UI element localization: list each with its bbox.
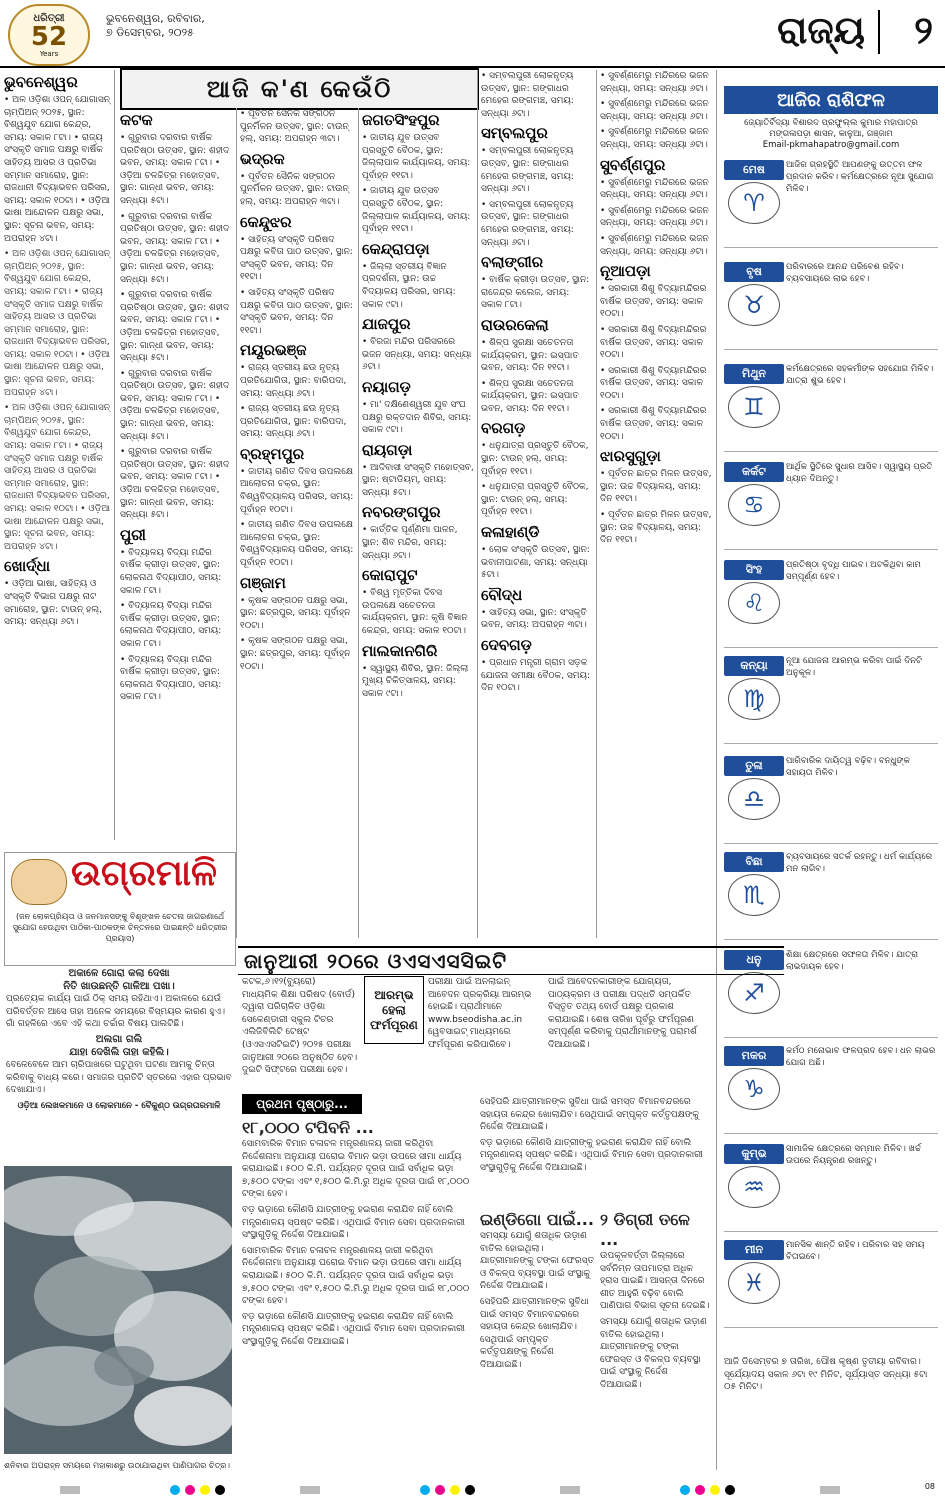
text-rayagada: • ଆଦିବାସୀ ସଂସ୍କୃତି ମହୋତ୍ସବ, ସ୍ଥାନ: ଷ୍ଟାଡିୟମ୍, ସମୟ: ସନ୍ଧ୍ୟା ୫ଟା।: [362, 462, 474, 498]
jan-col-1: [242, 976, 358, 1088]
heading-nayagarh: ନୟାଗଡ଼: [362, 377, 411, 396]
text-berhampur-2: • ଜାତୀୟ ଗଣିତ ଦିବସ ଉପଲକ୍ଷେ ଆଲୋଚନା ଚକ୍ର, ସ୍ଥାନ: ବିଶ୍ୱବିଦ୍ୟାଳୟ ପରିସର, ସମୟ: ପୂର୍ବାହ୍ନ ୧୦ଟା।: [240, 520, 354, 569]
page-number: ୨: [914, 8, 933, 52]
text-koraput: • ବିଶ୍ୱ ମୃତ୍ତିକା ଦିବସ ଉପଲକ୍ଷେ ସଚେତନତା କାର୍ଯ୍ୟକ୍ରମ, ସ୍ଥାନ: କୃଷି ବିଜ୍ଞାନ କେନ୍ଦ୍ର, ସମୟ: ସକାଳ ୧୦ଟା।: [362, 588, 468, 637]
sign-rule: [724, 939, 938, 940]
cyan-dot: [420, 1485, 430, 1495]
ugramali-subhead: ଅକାଳେ ଗୋରା କଲା ଦେଖା: [68, 968, 170, 979]
magenta-dot: [185, 1485, 195, 1495]
heading-khorda: ଖୋର୍ଦ୍ଧା: [4, 557, 51, 576]
jan-body-3: ପାଇଁ ଆବେଦନକାରୀଙ୍କ ଯୋଗ୍ୟତା, ପାଠ୍ୟକ୍ରମ ଓ ପରୀକ୍ଷା ପଦ୍ଧତି ସମ୍ପର୍କିତ ବିସ୍ତୃତ ତଥ୍ୟ ବୋର୍ଡ ପକ୍ଷରୁ ପ୍ରକାଶ କରାଯାଇଛି। ଶେଷ ତାରିଖ ପୂର୍ବରୁ ଫର୍ମପୂରଣ ସମ୍ପୂର୍ଣ୍ଣ କରିବାକୁ ପ୍ରାର୍ଥୀମାନଙ୍କୁ ପରାମର୍ଶ ଦିଆଯାଇଛି।: [548, 977, 697, 1050]
heading-jajpur: ଯାଜପୁର: [362, 315, 411, 334]
text-ganjam: • କୃଷକ ସଙ୍ଗଠନ ପକ୍ଷରୁ ସଭା, ସ୍ଥାନ: ଛତ୍ରପୁର, ସମୟ: ପୂର୍ବାହ୍ନ ୧୦ଟା।: [240, 595, 351, 631]
column-5: [481, 70, 593, 938]
sign-rule: [724, 843, 938, 844]
text-keonjhar: • ସାହିତ୍ୟ ସଂସ୍କୃତି ପରିଷଦ ପକ୍ଷରୁ କବିତା ପାଠ ଉତ୍ସବ, ସ୍ଥାନ: ସଂସ୍କୃତି ଭବନ, ସମୟ: ଦିନ ୧୧ଟା।: [240, 234, 353, 283]
prathama-text: ସୋମବାରିକ ବିମାନ ଚଳାଚଳ ମନ୍ତ୍ରଣାଳୟ ଜାରୀ କରିଥିବା ନିର୍ଦ୍ଦେଶନାମା ଅନୁଯାୟୀ ଘରୋଇ ବିମାନ ଭଡ଼ା ଉପରେ ସୀମା ଧାର୍ଯ୍ୟ କରାଯାଇଛି। ୫୦୦ କି.ମି. ପର୍ଯ୍ୟନ୍ତ ଦୂରତା ପାଇଁ ସର୍ବାଧିକ ଭଡ଼ା ୭,୫୦୦ ଟଙ୍କା ଏବଂ ୧,୫୦୦ କି.ମି.ରୁ ଅଧିକ ଦୂରତା ପାଇଁ ୧୮,୦୦୦ ଟଙ୍କା ହେବ।: [242, 1245, 470, 1307]
cancer-icon: ♋: [728, 484, 780, 526]
ugramali-credit: ଓଡ଼ିଆ ଲେଖକମାନେ ଓ ଲୋକମାନେ - ବୈକୁଣ୍ଠ ଉଗ୍ରତାରମାଳି: [17, 1100, 221, 1111]
sign-meena: [724, 1240, 938, 1328]
column-3: [240, 108, 355, 938]
heading-nabarangpur: ନବରଙ୍ଗପୁର: [362, 503, 441, 522]
text-jajpur: • ବିରଜା ମନ୍ଦିର ପରିସରରେ ଭଜନ ସନ୍ଧ୍ୟା, ସମୟ: ସନ୍ଧ୍ୟା ୬ଟା।: [362, 337, 472, 373]
text-subarnapur-2: • ସୁବର୍ଣ୍ଣମେରୁ ମନ୍ଦିରରେ ଭଜନ ସନ୍ଧ୍ୟା, ସମୟ: ସନ୍ଧ୍ୟା ୬ଟା।: [600, 205, 709, 229]
text-subarnapur: • ସୁବର୍ଣ୍ଣମେରୁ ମନ୍ଦିରରେ ଭଜନ ସନ୍ଧ୍ୟା, ସମୟ: ସନ୍ଧ୍ୟା ୬ଟା।: [600, 177, 709, 201]
prathama-text: ସମସ୍ୟା ଯୋଗୁଁ ଶତାଧିକ ଉଡ଼ାଣ ବାତିଲ ହୋଇଥିଲା। ଯାତ୍ରୀମାନଙ୍କୁ ଟଙ୍କା ଫେରସ୍ତ ଓ ବିକଳ୍ପ ବ୍ୟବସ୍ଥା ପାଇଁ ସଂସ୍ଥାକୁ ନିର୍ଦ୍ଦେଶ ଦିଆଯାଇଛି।: [480, 1231, 594, 1292]
sign-name: ମେଷ: [724, 160, 784, 180]
jan-body-1: ମାଧ୍ୟମିକ ଶିକ୍ଷା ପରିଷଦ (ବୋର୍ଡ) ଦ୍ୱାରା ପରିଚାଳିତ ଓଡ଼ିଶା ସେକେଣ୍ଡାରୀ ସ୍କୁଲ ଟିଚର ଏଲିଜିବିଲିଟି ଟେଷ୍ଟ (ଓଏସଏସଟିଇଟି) ୨୦୨୫ ପରୀକ୍ଷା ଜାନୁଆରୀ ୨୦ରେ ଅନୁଷ୍ଠିତ ହେବ। ଦୁଇଟି ସିଫ୍ଟରେ ପରୀକ୍ଷା ହେବ।: [242, 989, 358, 1076]
text-kalahandi: • ଲୋକ ସଂସ୍କୃତି ଉତ୍ସବ, ସ୍ଥାନ: ଭବାନୀପାଟଣା, ସମୟ: ସନ୍ଧ୍ୟା ୫ଟା।: [481, 545, 590, 581]
sign-text: ବ୍ୟବସାୟରେ ସତର୍କ ରହନ୍ତୁ। ଧର୍ମ କାର୍ଯ୍ୟରେ ମନ ଲାଗିବ।: [786, 852, 933, 874]
text-jharsuguda-2: • ପୂର୍ବତନ ଛାତ୍ର ମିଳନ ଉତ୍ସବ, ସ୍ଥାନ: ଉଚ୍ଚ ବିଦ୍ୟାଳୟ, ସମୟ: ଦିନ ୧୧ଟା।: [600, 510, 712, 546]
sign-name: କର୍କଟ: [724, 462, 784, 482]
heading-sambalpur: ସମ୍ବଲପୁର: [481, 124, 548, 143]
satellite-clouds: [4, 1166, 232, 1454]
text-nayagarh: • ମା' ଦକ୍ଷିଣେଶ୍ୱରୀ ଯୁବ ସଂଘ ପକ୍ଷରୁ ରକ୍ତଦାନ ଶିବିର, ସମୟ: ସକାଳ ୯ଟା।: [362, 399, 472, 436]
sign-kumbha: [724, 1144, 938, 1232]
text-bhubaneswar-2: • ଅଳ ଓଡ଼ିଶା ଓପନ୍ ଯୋଗାସନ୍ ଚାମ୍ପିଅନ୍ ୨୦୨୫, ସ୍ଥାନ: ବିଶ୍ୱଯୁବ ଯୋଗ କେନ୍ଦ୍ର, ସମୟ: ସକାଳ ୮ଟା। • ରାଜ୍ୟ ସଂସ୍କୃତି ସମାଜ ପକ୍ଷରୁ ବାର୍ଷିକ ସାହିତ୍ୟ ଆସର ଓ ପ୍ରତିଭା ସମ୍ମାନ ସମାରୋହ, ସ୍ଥାନ: ରାଜଧାନୀ ବିଦ୍ୟାଭବନ ପରିସର, ସମୟ: ସକାଳ ୧୦ଟା। • ଓଡ଼ିଆ ଭାଷା ଆନ୍ଦୋଳନ ପକ୍ଷରୁ ସଭା, ସ୍ଥାନ: ସୂଚନା ଭବନ, ସମୟ: ଅପରାହ୍ନ ୪ଟା।: [4, 249, 111, 398]
sign-rule: [724, 451, 938, 452]
sign-text: ଶିକ୍ଷା କ୍ଷେତ୍ରରେ ସଫଳତା ମିଳିବ। ଯାତ୍ରା ଲାଭଦାୟକ ହେବ।: [786, 950, 919, 972]
text-puri: • ବିଦ୍ୟାଳୟ ବିଦ୍ୟା ମନ୍ଦିର ବାର୍ଷିକ କ୍ରୀଡ଼ା ଉତ୍ସବ, ସ୍ଥାନ: ଲୋକନାଥ ବିଦ୍ୟାପୀଠ, ସମୟ: ସକାଳ ୮ଟା।: [120, 547, 222, 596]
cartoon-face-icon: [11, 859, 67, 905]
sign-rule: [724, 247, 938, 248]
masthead-logo: [8, 4, 90, 66]
sign-name: ସିଂହ: [724, 560, 784, 580]
sign-text: ସାମାଜିକ କ୍ଷେତ୍ରରେ ସମ୍ମାନ ମିଳିବ। ଖର୍ଚ୍ଚ ଉପରେ ନିୟନ୍ତ୍ରଣ ରଖନ୍ତୁ।: [786, 1144, 921, 1166]
prathama-text: ସେହିପରି ଯାତ୍ରୀମାନଙ୍କ ସୁବିଧା ପାଇଁ ସମସ୍ତ ବିମାନବନ୍ଦରରେ ସହାୟତା କେନ୍ଦ୍ର ଖୋଲାଯିବ। ସେଥିପାଇଁ ସମ୍ପୃକ୍ତ କର୍ତ୍ତୃପକ୍ଷଙ୍କୁ ନିର୍ଦ୍ଦେଶ ଦିଆଯାଇଛି।: [480, 1296, 589, 1370]
heading-rayagada: ରାୟଗଡ଼ା: [362, 440, 413, 459]
gray-swatch: [300, 1486, 320, 1494]
text-nuapada: • ସରକାରୀ ଶିଶୁ ବିଦ୍ୟାମନ୍ଦିରର ବାର୍ଷିକ ଉତ୍ସବ, ସମୟ: ସକାଳ ୧୦ଟା।: [600, 284, 707, 320]
text-nuapada-4: • ସରକାରୀ ଶିଶୁ ବିଦ୍ୟାମନ୍ଦିରର ବାର୍ଷିକ ଉତ୍ସବ, ସମୟ: ସକାଳ ୧୦ଟା।: [600, 406, 707, 442]
sign-name: ବିଛା: [724, 852, 784, 872]
magenta-dot: [435, 1485, 445, 1495]
prathama-col-2: [480, 1210, 596, 1468]
text-subarnapur-pre: • ସୁବର୍ଣ୍ଣମେରୁ ମନ୍ଦିରରେ ଭଜନ ସନ୍ଧ୍ୟା, ସମୟ: ସନ୍ଧ୍ୟା ୬ଟା।: [600, 71, 709, 94]
rashiphala-byline: [724, 118, 938, 151]
text-kendrapara: • ଜିଲ୍ଲା ସ୍ତରୀୟ ବିଜ୍ଞାନ ପ୍ରଦର୍ଶନୀ, ସ୍ଥାନ: ଉଚ୍ଚ ବିଦ୍ୟାଳୟ ପରିସର, ସମୟ: ସକାଳ ୯ଟା।: [362, 261, 456, 310]
heading-boudh: ବୌଦ୍ଧ: [481, 585, 523, 604]
text-nuapada-2: • ସରକାରୀ ଶିଶୁ ବିଦ୍ୟାମନ୍ଦିରର ବାର୍ଷିକ ଉତ୍ସବ, ସମୟ: ସକାଳ ୧୦ଟା।: [600, 324, 707, 361]
text-malkangiri: • ସ୍ୱାସ୍ଥ୍ୟ ଶିବିର, ସ୍ଥାନ: ଜିଲ୍ଲା ମୁଖ୍ୟ ଚିକିତ୍ସାଳୟ, ସମୟ: ସକାଳ ୯ଟା।: [362, 663, 469, 699]
prathama-col-1: [242, 1118, 474, 1468]
heading-cuttack: କଟକ: [120, 111, 153, 129]
sign-tula: [724, 756, 938, 844]
sign-karkata: [724, 462, 938, 550]
sign-name: ମକର: [724, 1046, 784, 1066]
sign-mesha: [724, 160, 938, 248]
sign-rule: [724, 1133, 938, 1134]
prathama-head-1: ୧୮,୦୦୦ ଟପିବନି ...: [242, 1118, 374, 1137]
ugramali-para: ବେଳେବେଳେ ଆମ ଚାରିପାଖରେ ଘଟୁଥିବା ଘଟଣା ଆମକୁ ଚିନ୍ତା କରିବାକୁ ବାଧ୍ୟ କରେ। ସମାଜର ପ୍ରତିଟି ସ୍ତରରେ ଏହାର ପ୍ରଭାବ ଦେଖାଯାଏ।: [6, 1060, 232, 1096]
cyan-dot: [680, 1485, 690, 1495]
taurus-icon: ♉: [728, 284, 780, 326]
prathama-text: ବଡ଼ ଭଡ଼ାରେ କୌଣସି ଯାତ୍ରୀଙ୍କୁ ହଇରାଣ କରାଯିବ ନାହିଁ ବୋଲି ମନ୍ତ୍ରଣାଳୟ ସ୍ପଷ୍ଟ କରିଛି। ଏଥିପାଇଁ ବିମାନ ସେବା ପ୍ରଦାନକାରୀ ସଂସ୍ଥାଗୁଡ଼ିକୁ ନିର୍ଦ୍ଦେଶ ଦିଆଯାଇଛି।: [242, 1311, 465, 1347]
dateline-2: ୭ ଡିସେମ୍ବର, ୨୦୨୫: [106, 26, 194, 39]
sign-name: ମିଥୁନ: [724, 364, 784, 384]
sign-text: କର୍ମକ୍ଷେତ୍ରରେ ସହକର୍ମୀଙ୍କ ସହଯୋଗ ମିଳିବ। ଯାତ୍ରା ଶୁଭ ହେବ।: [786, 364, 934, 386]
badge-line: ହେଲା: [382, 1002, 406, 1017]
prathama-label: ପ୍ରଥମ ପୃଷ୍ଠାରୁ...: [242, 1094, 362, 1114]
text-puri-3: • ବିଦ୍ୟାଳୟ ବିଦ୍ୟା ମନ୍ଦିର ବାର୍ଷିକ କ୍ରୀଡ଼ା ଉତ୍ସବ, ସ୍ଥାନ: ଲୋକନାଥ ବିଦ୍ୟାପୀଠ, ସମୟ: ସକାଳ ୮ଟା।: [120, 654, 222, 703]
jan-dateline: କଟକ,୬।୧୨(ବ୍ୟୁରୋ): [242, 977, 316, 987]
sign-mithuna: [724, 364, 938, 452]
sign-name: କନ୍ୟା: [724, 656, 784, 676]
astrologer-name: ଜ୍ୟୋତିର୍ବିଦ୍ୟା ବିଶାରଦ ପ୍ରଫୁଲ୍ଲ କୁମାର ମହାପାତ୍ର: [744, 118, 918, 128]
text-subarnapur-pre3: • ସୁବର୍ଣ୍ଣମେରୁ ମନ୍ଦିରରେ ଭଜନ ସନ୍ଧ୍ୟା, ସମୟ: ସନ୍ଧ୍ୟା ୬ଟା।: [600, 127, 709, 150]
heading-puri: ପୁରୀ: [120, 525, 146, 544]
satellite-image: [4, 1166, 232, 1454]
gray-swatch: [60, 1486, 80, 1494]
logo-number: 52: [30, 21, 68, 52]
text-ganjam-2: • କୃଷକ ସଙ୍ଗଠନ ପକ୍ଷରୁ ସଭା, ସ୍ଥାନ: ଛତ୍ରପୁର, ସମୟ: ପୂର୍ବାହ୍ନ ୧୦ଟା।: [240, 636, 351, 672]
prathama-text: ସେହିପରି ଯାତ୍ରୀମାନଙ୍କ ସୁବିଧା ପାଇଁ ସମସ୍ତ ବିମାନବନ୍ଦରରେ ସହାୟତା କେନ୍ଦ୍ର ଖୋଲାଯିବ। ସେଥିପାଇଁ ସମ୍ପୃକ୍ତ କର୍ତ୍ତୃପକ୍ଷଙ୍କୁ ନିର୍ଦ୍ଦେଶ ଦିଆଯାଇଛି।: [480, 1097, 699, 1133]
sign-rule: [724, 1037, 938, 1038]
prathama-col-3: [600, 1210, 712, 1468]
aquarius-icon: ♒: [728, 1166, 780, 1208]
text-puri-2: • ବିଦ୍ୟାଳୟ ବିଦ୍ୟା ମନ୍ଦିର ବାର୍ଷିକ କ୍ରୀଡ଼ା ଉତ୍ସବ, ସ୍ଥାନ: ଲୋକନାଥ ବିଦ୍ୟାପୀଠ, ସମୟ: ସକାଳ ୮ଟା।: [120, 601, 222, 649]
prathama-text: ବଡ଼ ଭଡ଼ାରେ କୌଣସି ଯାତ୍ରୀଙ୍କୁ ହଇରାଣ କରାଯିବ ନାହିଁ ବୋଲି ମନ୍ତ୍ରଣାଳୟ ସ୍ପଷ୍ଟ କରିଛି। ଏଥିପାଇଁ ବିମାନ ସେବା ପ୍ରଦାନକାରୀ ସଂସ୍ଥାଗୁଡ଼ିକୁ ନିର୍ଦ୍ଦେଶ ଦିଆଯାଇଛି।: [480, 1137, 703, 1173]
sign-text: ଆର୍ଥିକ ସ୍ଥିତିରେ ସୁଧାର ଆସିବ। ସ୍ୱାସ୍ଥ୍ୟ ପ୍ରତି ଧ୍ୟାନ ଦିଅନ୍ତୁ।: [786, 462, 933, 484]
heading-mayurbhanj: ମୟୂରଭଞ୍ଜ: [240, 341, 307, 360]
text-rourkela-2: • ଶିଳ୍ପ ସୁରକ୍ଷା ସଚେତନତା କାର୍ଯ୍ୟକ୍ରମ, ସ୍ଥାନ: ଇସ୍ପାତ ଭବନ, ସମୟ: ଦିନ ୧୧ଟା।: [481, 378, 579, 414]
sign-rule: [724, 349, 938, 350]
sign-text: ପାରିବାରିକ ଦାୟିତ୍ୱ ବଢ଼ିବ। ବନ୍ଧୁଙ୍କ ସହାୟତା ମିଳିବ।: [786, 756, 910, 778]
heading-malkangiri: ମାଲକାନଗିରି: [362, 641, 438, 660]
scorpio-icon: ♏: [728, 874, 780, 916]
sign-text: କର୍ମଠ ମନୋଭାବ ଫଳପ୍ରଦ ହେବ। ଧନ ଲାଭର ଯୋଗ ଅଛି।: [786, 1046, 936, 1068]
text-cuttack-2: • ଗୁରୁବାର ଦରବାର ବାର୍ଷିକ ପ୍ରତିଷ୍ଠା ଉତ୍ସବ, ସ୍ଥାନ: ଶହୀଦ ଭବନ, ସମୟ: ସକାଳ ୮ଟା। • ଓଡ଼ିଆ ଚଳଚ୍ଚିତ୍ର ମହୋତ୍ସବ, ସ୍ଥାନ: ଗାନ୍ଧୀ ଭବନ, ସମୟ: ସନ୍ଧ୍ୟା ୫ଟା।: [120, 211, 230, 285]
gray-swatch: [820, 1486, 840, 1494]
column-6: [600, 70, 712, 938]
dateline: [106, 12, 205, 40]
sign-text: ଆଜିର ଗ୍ରହସ୍ଥିତି ଆପଣଙ୍କୁ ଉତ୍ତମ ଫଳ ପ୍ରଦାନ କରିବ। କର୍ମକ୍ଷେତ୍ରରେ ନୂଆ ସୁଯୋଗ ମିଳିବ।: [786, 160, 934, 194]
text-mayurbhanj: • ରାଜ୍ୟ ସ୍ତରୀୟ ଛଉ ନୃତ୍ୟ ପ୍ରତିଯୋଗିତା, ସ୍ଥାନ: ବାରିପଦା, ସମୟ: ସନ୍ଧ୍ୟା ୬ଟା।: [240, 363, 347, 399]
sign-vrisha: [724, 262, 938, 350]
sign-text: ମାନସିକ ଶାନ୍ତି ରହିବ। ପରିବାର ସହ ସମୟ ବିତାଇବେ।: [786, 1240, 925, 1262]
sign-name: ବୃଷ: [724, 262, 784, 282]
column-4: [362, 108, 474, 938]
column-1: [4, 70, 112, 840]
text-nabarangpur: • କାର୍ତ୍ତିକ ପୂର୍ଣ୍ଣିମା ପାଳନ, ସ୍ଥାନ: ଶିବ ମନ୍ଦିର, ସମୟ: ସନ୍ଧ୍ୟା ୬ଟା।: [362, 525, 458, 561]
prathama-head-3: ୨ ଡିଗ୍ରୀ ତଳେ ...: [600, 1210, 690, 1249]
black-dot: [215, 1485, 225, 1495]
sign-kanya: [724, 656, 938, 744]
divider: [716, 70, 717, 1470]
divider: [596, 70, 597, 938]
heading-jagatsinghpur: ଜଗତସିଂହପୁର: [362, 111, 440, 129]
section-title: ରାଜ୍ୟ: [777, 8, 865, 52]
prathama-text: ସୋମବାରିକ ବିମାନ ଚଳାଚଳ ମନ୍ତ୍ରଣାଳୟ ଜାରୀ କରିଥିବା ନିର୍ଦ୍ଦେଶନାମା ଅନୁଯାୟୀ ଘରୋଇ ବିମାନ ଭଡ଼ା ଉପରେ ସୀମା ଧାର୍ଯ୍ୟ କରାଯାଇଛି। ୫୦୦ କି.ମି. ପର୍ଯ୍ୟନ୍ତ ଦୂରତା ପାଇଁ ସର୍ବାଧିକ ଭଡ଼ା ୭,୫୦୦ ଟଙ୍କା ଏବଂ ୧,୫୦୦ କି.ମି.ରୁ ଅଧିକ ଦୂରତା ପାଇଁ ୧୮,୦୦୦ ଟଙ୍କା ହେବ।: [242, 1139, 470, 1200]
ugramali-title: ଉଗ୍ରମାଳି: [71, 853, 218, 894]
text-cuttack-3: • ଗୁରୁବାର ଦରବାର ବାର୍ଷିକ ପ୍ରତିଷ୍ଠା ଉତ୍ସବ, ସ୍ଥାନ: ଶହୀଦ ଭବନ, ସମୟ: ସକାଳ ୮ଟା। • ଓଡ଼ିଆ ଚଳଚ୍ଚିତ୍ର ମହୋତ୍ସବ, ସ୍ଥାନ: ଗାନ୍ଧୀ ଭବନ, ସମୟ: ସନ୍ଧ୍ୟା ୫ଟା।: [120, 290, 230, 364]
ugramali-subtitle: (ଜନ ଲୋକପ୍ରିୟତା ଓ ଜନମାନସଙ୍କୁ ବିଶୃଙ୍ଖଳ ଚେତନା ଜାଗରଣାର୍ଥେ ସୁଯୋଗ ହେଉଥିବା ପାଠିକା-ପାଠକଙ୍କ ଚିନ୍ତନରେ ପାଇଛନ୍ତି ଧରିତ୍ରୀର ପ୍ରୟାସ): [12, 912, 228, 943]
heading-ganjam: ଗଞ୍ଜାମ: [240, 573, 286, 592]
text-boudh: • ସାହିତ୍ୟ ସଭା, ସ୍ଥାନ: ସଂସ୍କୃତି ଭବନ, ସମୟ: ଅପରାହ୍ନ ୩ଟା।: [481, 607, 587, 631]
events-banner: ଆଜି କ'ଣ କେଉଁଠି: [120, 68, 479, 110]
gray-swatch: [560, 1486, 580, 1494]
ugramali-subhead: ଅଲଗା ଗଲି: [95, 1033, 143, 1045]
sign-bichha: [724, 852, 938, 940]
text-bhadrak-pre: • ପୂର୍ବତନ ସୈନିକ ସଙ୍ଗଠନ ପୁନର୍ମିଳନ ଉତ୍ସବ, ସ୍ଥାନ: ଟାଉନ୍ ହଲ୍, ସମୟ: ଅପରାହ୍ନ ୩ଟା।: [240, 109, 349, 145]
prathama-text: ବଡ଼ ଭଡ଼ାରେ କୌଣସି ଯାତ୍ରୀଙ୍କୁ ହଇରାଣ କରାଯିବ ନାହିଁ ବୋଲି ମନ୍ତ୍ରଣାଳୟ ସ୍ପଷ୍ଟ କରିଛି। ଏଥିପାଇଁ ବିମାନ ସେବା ପ୍ରଦାନକାରୀ ସଂସ୍ଥାଗୁଡ଼ିକୁ ନିର୍ଦ୍ଦେଶ ଦିଆଯାଇଛି।: [242, 1204, 465, 1241]
prathama-text: ଉପକୂଳବର୍ତ୍ତୀ ଜିଲ୍ଲାରେ ସର୍ବନିମ୍ନ ତାପମାତ୍ରା ଅଧିକ ହ୍ରାସ ପାଇଛି। ଆସନ୍ତା ଦିନରେ ଶୀତ ଆହୁରି ବଢ଼ିବ ବୋଲି ପାଣିପାଗ ବିଭାଗ ସୂଚନା ଦେଇଛି।: [600, 1251, 710, 1312]
heading-balangir: ବଲାଙ୍ଗୀର: [481, 253, 544, 272]
page-code: 08: [924, 1482, 935, 1491]
text-nuapada-3: • ସରକାରୀ ଶିଶୁ ବିଦ୍ୟାମନ୍ଦିରର ବାର୍ଷିକ ଉତ୍ସବ, ସମୟ: ସକାଳ ୧୦ଟା।: [600, 365, 707, 401]
yellow-dot: [710, 1485, 720, 1495]
jan-badge: [364, 976, 424, 1044]
sign-name: ମୀନ: [724, 1240, 784, 1260]
heading-kalahandi: କଳାହାଣ୍ଡି: [481, 523, 540, 542]
sign-makara: [724, 1046, 938, 1134]
text-cuttack-4: • ଗୁରୁବାର ଦରବାର ବାର୍ଷିକ ପ୍ରତିଷ୍ଠା ଉତ୍ସବ, ସ୍ଥାନ: ଶହୀଦ ଭବନ, ସମୟ: ସକାଳ ୮ଟା। • ଓଡ଼ିଆ ଚଳଚ୍ଚିତ୍ର ମହୋତ୍ସବ, ସ୍ଥାନ: ଗାନ୍ଧୀ ଭବନ, ସମୟ: ସନ୍ଧ୍ୟା ୫ଟା।: [120, 368, 230, 442]
column-2: [120, 108, 232, 838]
yellow-dot: [200, 1485, 210, 1495]
text-jagatsinghpur-2: • ଜାତୀୟ ଯୁବ ଉତ୍ସବ ପ୍ରସ୍ତୁତି ବୈଠକ, ସ୍ଥାନ: ଜିଲ୍ଲାପାଳ କାର୍ଯ୍ୟାଳୟ, ସମୟ: ପୂର୍ବାହ୍ନ ୧୧ଟା।: [362, 186, 471, 235]
dateline-1: ଭୁବନେଶ୍ୱର, ରବିବାର,: [106, 12, 205, 25]
text-deogarh: • ପ୍ରଧାନ ମନ୍ତ୍ରୀ ଗ୍ରାମ ସଡ଼କ ଯୋଜନା ସମୀକ୍ଷା ବୈଠକ, ସମୟ: ଦିନ ୧୦ଟା।: [481, 658, 590, 694]
section-divider: [878, 10, 880, 54]
ugramali-subhead: ଯାହା ଦେଖିଲି ତାହା କହିଲି।: [69, 1046, 169, 1058]
leo-icon: ♌: [728, 582, 780, 624]
sign-rule: [724, 743, 938, 744]
text-berhampur: • ଜାତୀୟ ଗଣିତ ଦିବସ ଉପଲକ୍ଷେ ଆଲୋଚନା ଚକ୍ର, ସ୍ଥାନ: ବିଶ୍ୱବିଦ୍ୟାଳୟ ପରିସର, ସମୟ: ପୂର୍ବାହ୍ନ ୧୦ଟା।: [240, 466, 354, 515]
sign-rule: [724, 647, 938, 648]
sign-rule: [724, 549, 938, 550]
text-khorda: • ଓଡ଼ିଆ ଭାଷା, ସାହିତ୍ୟ ଓ ସଂସ୍କୃତି ବିଭାଗ ପକ୍ଷରୁ ନାଟ ସମାରୋହ, ସ୍ଥାନ: ଟାଉନ୍ ହଲ୍, ସମୟ: ସନ୍ଧ୍ୟା ୬ଟା।: [4, 579, 102, 628]
text-rourkela: • ଶିଳ୍ପ ସୁରକ୍ଷା ସଚେତନତା କାର୍ଯ୍ୟକ୍ରମ, ସ୍ଥାନ: ଇସ୍ପାତ ଭବନ, ସମୟ: ଦିନ ୧୧ଟା।: [481, 337, 579, 374]
heading-nuapada: ନୂଆପଡ଼ା: [600, 262, 651, 281]
ugramali-para: ପ୍ରତ୍ୟେକ କାର୍ଯ୍ୟ ପାଇଁ ଠିକ୍ ସମୟ ରହିଥାଏ। ଅକାଳରେ ଯେଉଁ ପରିବର୍ତ୍ତନ ଆସେ ତାହା ଅନେକ ସମୟରେ ବିସ୍ମୟର କାରଣ ହୁଏ। ଗାଁ ଗହଳିରେ ଏବେ ଏହି କଥା ଚର୍ଚ୍ଚାର ବିଷୟ ପାଲଟିଛି।: [6, 994, 226, 1030]
text-bargarh: • ଧନୁଯାତ୍ରା ପ୍ରସ୍ତୁତି ବୈଠକ, ସ୍ଥାନ: ଟାଉନ୍ ହଲ୍, ସମୟ: ପୂର୍ବାହ୍ନ ୧୧ଟା।: [481, 441, 589, 477]
text-bhubaneswar: • ଅଳ ଓଡ଼ିଶା ଓପନ୍ ଯୋଗାସନ୍ ଚାମ୍ପିଅନ୍ ୨୦୨୫, ସ୍ଥାନ: ବିଶ୍ୱଯୁବ ଯୋଗ କେନ୍ଦ୍ର, ସମୟ: ସକାଳ ୮ଟା। • ରାଜ୍ୟ ସଂସ୍କୃତି ସମାଜ ପକ୍ଷରୁ ବାର୍ଷିକ ସାହିତ୍ୟ ଆସର ଓ ପ୍ରତିଭା ସମ୍ମାନ ସମାରୋହ, ସ୍ଥାନ: ରାଜଧାନୀ ବିଦ୍ୟାଭବନ ପରିସର, ସମୟ: ସକାଳ ୧୦ଟା। • ଓଡ଼ିଆ ଭାଷା ଆନ୍ଦୋଳନ ପକ୍ଷରୁ ସଭା, ସ୍ଥାନ: ସୂଚନା ଭବନ, ସମୟ: ଅପରାହ୍ନ ୪ଟା।: [4, 95, 111, 244]
sign-text: ନୂଆ ଯୋଜନା ଆରମ୍ଭ କରିବା ପାଇଁ ଦିନଟି ଅନୁକୂଳ।: [786, 656, 922, 678]
yellow-dot: [450, 1485, 460, 1495]
prathama-col-2-top: [480, 1096, 712, 1206]
divider: [114, 70, 115, 840]
badge-line: ଫର୍ମପୂରଣ: [370, 1017, 418, 1032]
heading-keonjhar: କେନ୍ଦୁଝର: [240, 212, 292, 231]
text-bargarh-2: • ଧନୁଯାତ୍ରା ପ୍ରସ୍ତୁତି ବୈଠକ, ସ୍ଥାନ: ଟାଉନ୍ ହଲ୍, ସମୟ: ପୂର୍ବାହ୍ନ ୧୧ଟା।: [481, 482, 589, 518]
text-cuttack-5: • ଗୁରୁବାର ଦରବାର ବାର୍ଷିକ ପ୍ରତିଷ୍ଠା ଉତ୍ସବ, ସ୍ଥାନ: ଶହୀଦ ଭବନ, ସମୟ: ସକାଳ ୮ଟା। • ଓଡ଼ିଆ ଚଳଚ୍ଚିତ୍ର ମହୋତ୍ସବ, ସ୍ଥାନ: ଗାନ୍ଧୀ ଭବନ, ସମୟ: ସନ୍ଧ୍ୟା ୫ଟା।: [120, 447, 230, 521]
prathama-text: ସମସ୍ୟା ଯୋଗୁଁ ଶତାଧିକ ଉଡ଼ାଣ ବାତିଲ ହୋଇଥିଲା। ଯାତ୍ରୀମାନଙ୍କୁ ଟଙ୍କା ଫେରସ୍ତ ଓ ବିକଳ୍ପ ବ୍ୟବସ୍ଥା ପାଇଁ ସଂସ୍ଥାକୁ ନିର୍ଦ୍ଦେଶ ଦିଆଯାଇଛି।: [600, 1316, 707, 1390]
aries-icon: ♈: [728, 182, 780, 224]
libra-icon: ♎: [728, 778, 780, 820]
ugramali-body: [6, 968, 232, 1158]
heading-deogarh: ଦେବଗଡ଼: [481, 636, 532, 654]
pisces-icon: ♓: [728, 1262, 780, 1304]
text-sambalpur-pre: • ସମ୍ବଲପୁରୀ ଲୋକନୃତ୍ୟ ଉତ୍ସବ, ସ୍ଥାନ: ଗଙ୍ଗାଧର ମେହେର ରଙ୍ଗମଞ୍ଚ, ସମୟ: ସନ୍ଧ୍ୟା ୬ଟା।: [481, 71, 574, 119]
magenta-dot: [695, 1485, 705, 1495]
text-bhadrak: • ପୂର୍ବତନ ସୈନିକ ସଙ୍ଗଠନ ପୁନର୍ମିଳନ ଉତ୍ସବ, ସ୍ଥାନ: ଟାଉନ୍ ହଲ୍, ସମୟ: ଅପରାହ୍ନ ୩ଟା।: [240, 171, 349, 207]
heading-berhampur: ବ୍ରହ୍ମପୁର: [240, 444, 305, 463]
sign-name: ଧନୁ: [724, 950, 784, 970]
text-sambalpur: • ସମ୍ବଲପୁରୀ ଲୋକନୃତ୍ୟ ଉତ୍ସବ, ସ୍ଥାନ: ଗଙ୍ଗାଧର ମେହେର ରଙ୍ଗମଞ୍ଚ, ସମୟ: ସନ୍ଧ୍ୟା ୬ଟା।: [481, 146, 574, 195]
heading-jharsuguda: ଝାରସୁଗୁଡ଼ା: [600, 447, 661, 466]
divider: [236, 108, 237, 938]
text-jagatsinghpur: • ଜାତୀୟ ଯୁବ ଉତ୍ସବ ପ୍ରସ୍ତୁତି ବୈଠକ, ସ୍ଥାନ: ଜିଲ୍ଲାପାଳ କାର୍ଯ୍ୟାଳୟ, ସମୟ: ପୂର୍ବାହ୍ନ ୧୧ଟା।: [362, 133, 471, 181]
astrologer-email: Email-pkmahapatro@gmail.com: [762, 140, 900, 150]
text-subarnapur-pre2: • ସୁବର୍ଣ୍ଣମେରୁ ମନ୍ଦିରରେ ଭଜନ ସନ୍ଧ୍ୟା, ସମୟ: ସନ୍ଧ୍ୟା ୬ଟା।: [600, 99, 709, 122]
divider: [358, 108, 359, 938]
cyan-dot: [170, 1485, 180, 1495]
sign-name: ତୁଳା: [724, 756, 784, 776]
gemini-icon: ♊: [728, 386, 780, 428]
text-keonjhar-2: • ସାହିତ୍ୟ ସଂସ୍କୃତି ପରିଷଦ ପକ୍ଷରୁ କବିତା ପାଠ ଉତ୍ସବ, ସ୍ଥାନ: ସଂସ୍କୃତି ଭବନ, ସମୟ: ଦିନ ୧୧ଟା।: [240, 287, 353, 336]
ugramali-subhead: ନିତି ଖାଉଛନ୍ତି ଗାଳିଆ ପଖା।: [63, 980, 175, 992]
jan-body-2: ପରୀକ୍ଷା ପାଇଁ ଅନଲାଇନ୍ ଆବେଦନ ପ୍ରକ୍ରିୟା ଆରମ୍ଭ ହୋଇଛି। ପ୍ରାର୍ଥୀମାନେ www.bseodisha.ac.in ୱେବସାଇଟ୍ ମାଧ୍ୟମରେ ଫର୍ମପୂରଣ କରିପାରିବେ।: [428, 977, 532, 1050]
text-mayurbhanj-2: • ରାଜ୍ୟ ସ୍ତରୀୟ ଛଉ ନୃତ୍ୟ ପ୍ରତିଯୋଗିତା, ସ୍ଥାନ: ବାରିପଦା, ସମୟ: ସନ୍ଧ୍ୟା ୬ଟା।: [240, 404, 347, 440]
text-bhubaneswar-3: • ଅଳ ଓଡ଼ିଶା ଓପନ୍ ଯୋଗାସନ୍ ଚାମ୍ପିଅନ୍ ୨୦୨୫, ସ୍ଥାନ: ବିଶ୍ୱଯୁବ ଯୋଗ କେନ୍ଦ୍ର, ସମୟ: ସକାଳ ୮ଟା। • ରାଜ୍ୟ ସଂସ୍କୃତି ସମାଜ ପକ୍ଷରୁ ବାର୍ଷିକ ସାହିତ୍ୟ ଆସର ଓ ପ୍ରତିଭା ସମ୍ମାନ ସମାରୋହ, ସ୍ଥାନ: ରାଜଧାନୀ ବିଦ୍ୟାଭବନ ପରିସର, ସମୟ: ସକାଳ ୧୦ଟା। • ଓଡ଼ିଆ ଭାଷା ଆନ୍ଦୋଳନ ପକ୍ଷରୁ ସଭା, ସ୍ଥାନ: ସୂଚନା ଭବନ, ସମୟ: ଅପରାହ୍ନ ୪ଟା।: [4, 403, 111, 552]
text-subarnapur-3: • ସୁବର୍ଣ୍ଣମେରୁ ମନ୍ଦିରରେ ଭଜନ ସନ୍ଧ୍ୟା, ସମୟ: ସନ୍ଧ୍ୟା ୬ଟା।: [600, 233, 709, 257]
heading-rourkela: ରାଉରକେଲା: [481, 315, 549, 334]
logo-top: ଧରିତ୍ରୀ: [33, 12, 65, 24]
rashiphala-title: ଆଜିର ରାଶିଫଳ: [724, 86, 938, 114]
jan-col-3: [548, 976, 712, 1088]
sign-rule: [724, 1231, 938, 1232]
sign-text: ପରିବାରରେ ଆନନ୍ଦ ପରିବେଶ ରହିବ। ବ୍ୟବସାୟରେ ଲାଭ ହେବ।: [786, 262, 904, 284]
sign-name: କୁମ୍ଭ: [724, 1144, 784, 1164]
virgo-icon: ♍: [728, 678, 780, 720]
heading-bhubaneswar: ଭୁବନେଶ୍ୱର: [4, 73, 78, 91]
prathama-head-2: ଇଣ୍ଡିଗୋ ପାଇଁ...: [480, 1210, 594, 1229]
text-sambalpur-2: • ସମ୍ବଲପୁରୀ ଲୋକନୃତ୍ୟ ଉତ୍ସବ, ସ୍ଥାନ: ଗଙ୍ଗାଧର ମେହେର ରଙ୍ଗମଞ୍ଚ, ସମୟ: ସନ୍ଧ୍ୟା ୬ଟା।: [481, 199, 574, 248]
heading-bhadrak: ଭଦ୍ରକ: [240, 149, 285, 168]
text-jharsuguda: • ପୂର୍ବତନ ଛାତ୍ର ମିଳନ ଉତ୍ସବ, ସ୍ଥାନ: ଉଚ୍ଚ ବିଦ୍ୟାଳୟ, ସମୟ: ଦିନ ୧୧ଟା।: [600, 469, 712, 505]
satellite-caption: ଶନିବାର ଅପରାହ୍ନ ସମୟରେ ମହାକାଶରୁ ଉଠାଯାଇଥିବା ପାଣିପାଗର ଚିତ୍ର।: [4, 1461, 230, 1470]
heading-subarnapur: ସୁବର୍ଣ୍ଣପୁର: [600, 155, 666, 174]
sagittarius-icon: ♐: [728, 972, 780, 1014]
logo-years: Years: [39, 49, 59, 58]
sign-rule: [724, 1327, 938, 1328]
capricorn-icon: ♑: [728, 1068, 780, 1110]
heading-bargarh: ବରଗଡ଼: [481, 419, 526, 438]
ugramali-header: [4, 852, 236, 966]
badge-line: ଆରମ୍ଭ: [374, 987, 414, 1002]
jan-headline: ଜାନୁଆରୀ ୨୦ରେ ଓଏସଏସସିଇଟି: [238, 946, 784, 975]
black-dot: [725, 1485, 735, 1495]
jan-col-2: [428, 976, 540, 1088]
text-cuttack: • ଗୁରୁବାର ଦରବାର ବାର୍ଷିକ ପ୍ରତିଷ୍ଠା ଉତ୍ସବ, ସ୍ଥାନ: ଶହୀଦ ଭବନ, ସମୟ: ସକାଳ ୮ଟା। • ଓଡ଼ିଆ ଚଳଚ୍ଚିତ୍ର ମହୋତ୍ସବ, ସ୍ଥାନ: ଗାନ୍ଧୀ ଭବନ, ସମୟ: ସନ୍ଧ୍ୟା ୫ଟା।: [120, 133, 230, 206]
sign-text: ପ୍ରତିଷ୍ଠା ବୃଦ୍ଧି ପାଇବ। ଅଟକିଥିବା କାମ ସମ୍ପୂର୍ଣ୍ଣ ହେବ।: [786, 560, 921, 582]
heading-koraput: କୋରାପୁଟ: [362, 566, 418, 585]
sign-simha: [724, 560, 938, 648]
black-dot: [465, 1485, 475, 1495]
panji-text: ଆଜି ଡିସେମ୍ବର ୭ ତାରିଖ, ପୌଷ କୃଷ୍ଣ ତୃତୀୟା ରବିବାର। ସୂର୍ଯ୍ୟୋଦୟ ସକାଳ ୬ଟା ୧୯ ମିନିଟ, ସୂର୍ଯ୍ୟାସ୍ତ ସନ୍ଧ୍ୟା ୫ଟା ୦୫ ମିନିଟ।: [724, 1357, 928, 1393]
divider: [477, 70, 478, 938]
astrologer-address: ମଙ୍ଗଳାପଡ଼ା ଶାସନ, କାଳୁଆ, ଗଞ୍ଜାମ: [769, 129, 893, 139]
text-balangir: • ବାର୍ଷିକ କ୍ରୀଡ଼ା ଉତ୍ସବ, ସ୍ଥାନ: ରାଜେନ୍ଦ୍ର କଲେଜ, ସମୟ: ସକାଳ ୮ଟା।: [481, 275, 590, 311]
heading-kendrapara: କେନ୍ଦ୍ରାପଡ଼ା: [362, 239, 430, 258]
registration-marks: [0, 1482, 945, 1497]
